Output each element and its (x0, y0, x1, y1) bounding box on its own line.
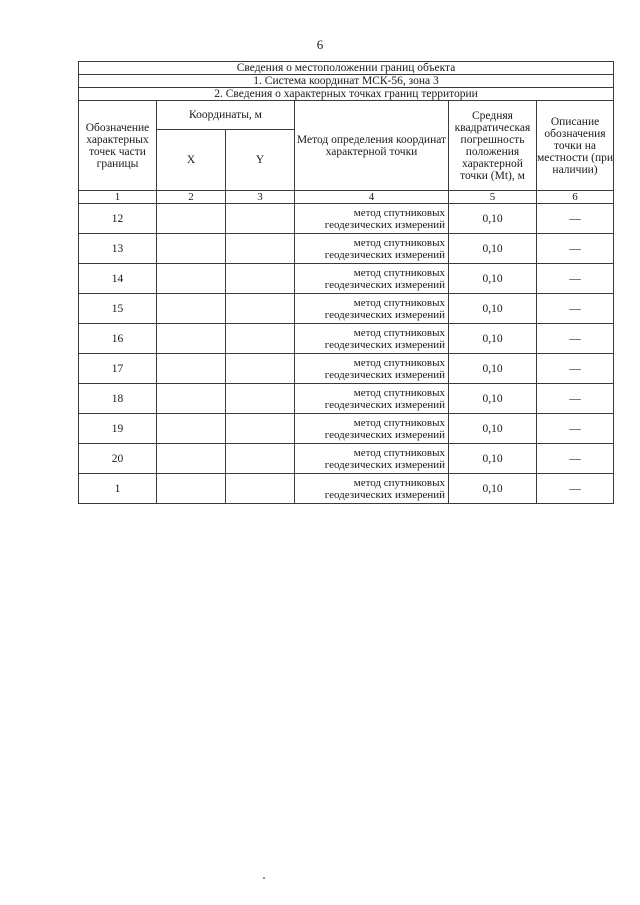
error-value: 0,10 (449, 444, 537, 474)
section-title: Сведения о местоположении границ объекта (79, 62, 614, 75)
coordinate-y (226, 234, 295, 264)
table-row (79, 474, 614, 504)
description-value: — (537, 384, 614, 414)
error-value: 0,10 (449, 204, 537, 234)
coordinate-system-line: 1. Система координат МСК-56, зона 3 (79, 75, 614, 88)
method-line-2: геодезических измерений (324, 488, 445, 501)
column-number: 4 (295, 191, 449, 204)
method-line-1: метод спутниковых (353, 296, 445, 309)
point-number: 13 (79, 234, 157, 264)
point-number: 1 (79, 474, 157, 504)
description-value: — (537, 264, 614, 294)
point-number: 18 (79, 384, 157, 414)
characteristic-points-line: 2. Сведения о характерных точках границ территории (79, 88, 614, 101)
point-number: 20 (79, 444, 157, 474)
point-number: 17 (79, 354, 157, 384)
method-line-1: метод спутниковых (353, 446, 445, 459)
table-row (79, 234, 614, 264)
coordinate-y (226, 444, 295, 474)
error-value: 0,10 (449, 474, 537, 504)
table-row (79, 414, 614, 444)
header-method: Метод определения координат характерной точки (295, 101, 449, 191)
method-cell (295, 294, 449, 324)
table-row (79, 204, 614, 234)
description-value: — (537, 414, 614, 444)
method-line-2: геодезических измерений (324, 398, 445, 411)
method-cell (295, 234, 449, 264)
point-number: 14 (79, 264, 157, 294)
method-line-2: геодезических измерений (324, 428, 445, 441)
header-point-designation: Обозначение характерных точек части границы (79, 101, 157, 191)
column-number: 3 (226, 191, 295, 204)
table-row (79, 444, 614, 474)
method-line-1: метод спутниковых (353, 326, 445, 339)
column-number-row (79, 191, 614, 204)
coordinate-x (157, 354, 226, 384)
header-description: Описание обозначения точки на местности (при наличии) (537, 101, 614, 191)
method-line-1: метод спутниковых (353, 236, 445, 249)
column-number: 6 (537, 191, 614, 204)
error-value: 0,10 (449, 324, 537, 354)
method-cell (295, 384, 449, 414)
coordinate-y (226, 384, 295, 414)
coordinate-x (157, 444, 226, 474)
method-line-1: метод спутниковых (353, 266, 445, 279)
coordinate-x (157, 234, 226, 264)
header-error: Средняя квадратическая погрешность положения характерной точки (Mt), м (449, 101, 537, 191)
method-line-1: метод спутниковых (353, 206, 445, 219)
coordinate-x (157, 204, 226, 234)
error-value: 0,10 (449, 264, 537, 294)
method-cell (295, 204, 449, 234)
column-number: 2 (157, 191, 226, 204)
coordinate-y (226, 204, 295, 234)
method-cell (295, 474, 449, 504)
description-value: — (537, 474, 614, 504)
description-value: — (537, 234, 614, 264)
method-cell (295, 264, 449, 294)
method-line-2: геодезических измерений (324, 278, 445, 291)
point-number: 16 (79, 324, 157, 354)
method-line-2: геодезических измерений (324, 218, 445, 231)
method-line-2: геодезических измерений (324, 308, 445, 321)
coordinate-x (157, 264, 226, 294)
method-line-1: метод спутниковых (353, 386, 445, 399)
method-cell (295, 354, 449, 384)
error-value: 0,10 (449, 354, 537, 384)
coordinate-y (226, 474, 295, 504)
page-number: 6 (316, 37, 324, 52)
point-number: 12 (79, 204, 157, 234)
error-value: 0,10 (449, 234, 537, 264)
table-body (79, 204, 614, 504)
coordinate-y (226, 294, 295, 324)
coordinate-x (157, 324, 226, 354)
coordinate-y (226, 264, 295, 294)
coordinate-x (157, 294, 226, 324)
header-coordinates: Координаты, м (157, 101, 295, 130)
method-line-2: геодезических измерений (324, 248, 445, 261)
method-line-1: метод спутниковых (353, 356, 445, 369)
coordinate-x (157, 414, 226, 444)
method-line-1: метод спутниковых (353, 416, 445, 429)
description-value: — (537, 354, 614, 384)
error-value: 0,10 (449, 384, 537, 414)
description-value: — (537, 294, 614, 324)
table-row (79, 324, 614, 354)
error-value: 0,10 (449, 414, 537, 444)
point-number: 19 (79, 414, 157, 444)
column-number: 5 (449, 191, 537, 204)
boundary-points-table (78, 61, 614, 504)
header-x: X (157, 130, 226, 191)
method-cell (295, 414, 449, 444)
coordinate-y (226, 414, 295, 444)
description-value: — (537, 324, 614, 354)
method-line-1: метод спутниковых (353, 476, 445, 489)
method-cell (295, 324, 449, 354)
table-row (79, 294, 614, 324)
scan-speck (263, 877, 265, 879)
coordinate-x (157, 474, 226, 504)
method-line-2: геодезических измерений (324, 368, 445, 381)
method-cell (295, 444, 449, 474)
method-line-2: геодезических измерений (324, 338, 445, 351)
table-row (79, 354, 614, 384)
description-value: — (537, 444, 614, 474)
method-line-2: геодезических измерений (324, 458, 445, 471)
table-row (79, 264, 614, 294)
coordinate-x (157, 384, 226, 414)
point-number: 15 (79, 294, 157, 324)
description-value: — (537, 204, 614, 234)
coordinate-y (226, 354, 295, 384)
table-row (79, 384, 614, 414)
error-value: 0,10 (449, 294, 537, 324)
header-y: Y (226, 130, 295, 191)
column-number: 1 (79, 191, 157, 204)
coordinate-y (226, 324, 295, 354)
